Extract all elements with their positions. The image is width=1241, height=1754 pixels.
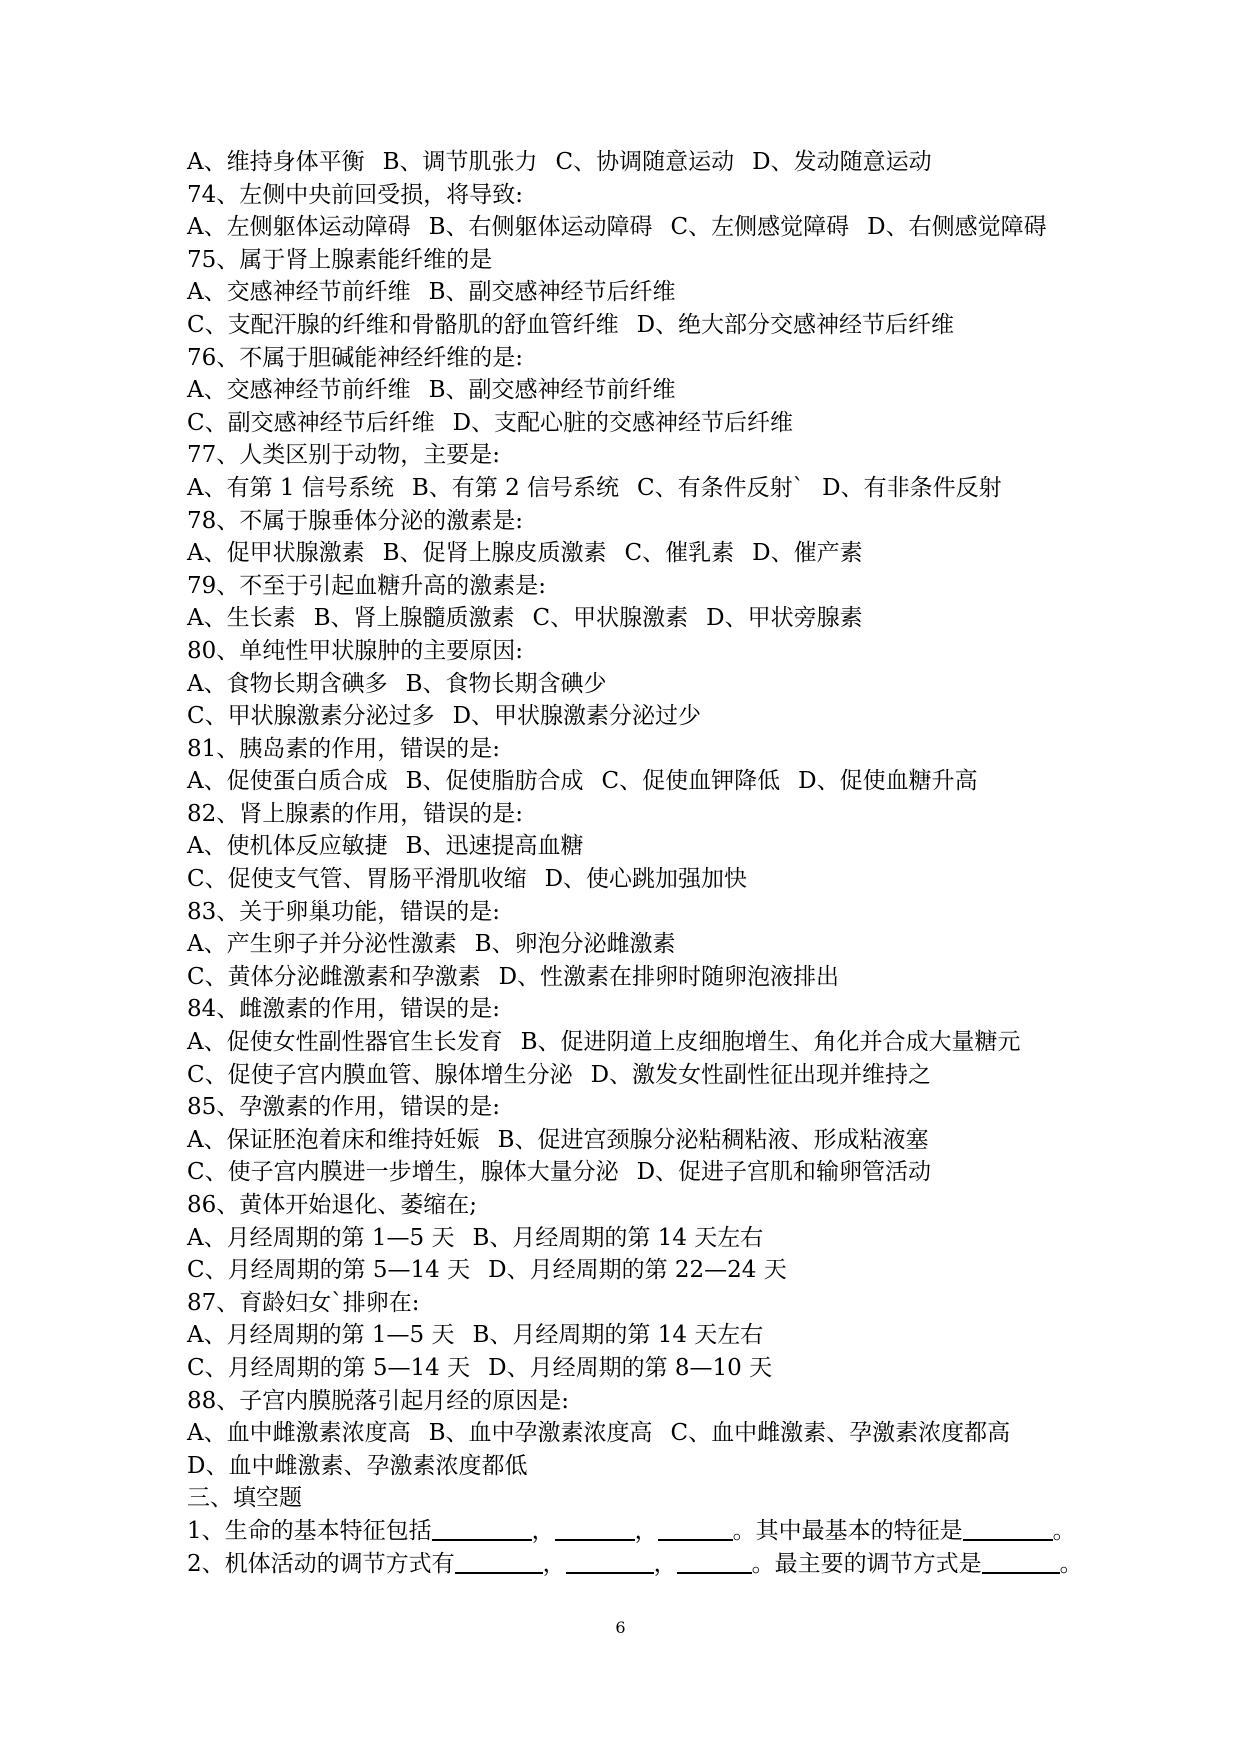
answer-option: A、促甲状腺激素 <box>187 540 365 567</box>
answer-option: D、绝大部分交感神经节后纤维 <box>636 311 955 338</box>
question-text: 81、胰岛素的作用，错误的是: <box>187 735 501 762</box>
question-line <box>187 244 1187 277</box>
answer-options-line <box>187 1026 1187 1059</box>
answer-option: A、促使女性副性器官生长发育 <box>187 1029 503 1056</box>
answer-options-line <box>187 863 1187 896</box>
question-line <box>187 505 1187 538</box>
question-text: 83、关于卵巢功能，错误的是: <box>187 898 501 925</box>
answer-option: A、左侧躯体运动障碍 <box>187 214 411 241</box>
answer-option: A、交感神经节前纤维 <box>187 279 411 306</box>
fill-in-text: ， <box>634 1517 658 1544</box>
answer-option: B、月经周期的第 14 天左右 <box>472 1322 764 1349</box>
answer-option: D、促使血糖升高 <box>798 768 978 795</box>
answer-option: A、保证胚泡着床和维持妊娠 <box>187 1126 480 1153</box>
section-heading <box>187 1482 1187 1515</box>
question-text: 80、单纯性甲状腺肿的主要原因: <box>187 637 524 664</box>
answer-option: C、血中雌激素、孕激素浓度都高 <box>670 1420 1011 1447</box>
answer-blank[interactable] <box>432 1517 532 1541</box>
document-page <box>187 146 1187 1580</box>
answer-options-line <box>187 407 1187 440</box>
answer-blank[interactable] <box>963 1517 1053 1541</box>
answer-option: D、促进子宫肌和输卵管活动 <box>636 1159 932 1186</box>
answer-option: A、生长素 <box>187 605 296 632</box>
answer-option: D、血中雌激素、孕激素浓度都低 <box>187 1452 528 1479</box>
answer-option: D、右侧感觉障碍 <box>867 214 1047 241</box>
answer-options-line <box>187 928 1187 961</box>
answer-option: A、维持身体平衡 <box>187 149 365 175</box>
answer-option: A、交感神经节前纤维 <box>187 377 411 404</box>
answer-option: C、协调随意运动 <box>555 149 735 175</box>
answer-option: B、副交感神经节前纤维 <box>428 377 676 404</box>
question-line <box>187 635 1187 668</box>
answer-option: A、血中雌激素浓度高 <box>187 1420 411 1447</box>
answer-option: B、右侧躯体运动障碍 <box>428 214 653 241</box>
answer-blank[interactable] <box>455 1550 543 1574</box>
answer-option: B、副交感神经节后纤维 <box>428 279 676 306</box>
fill-in-text: 。最主要的调节方式是 <box>751 1550 982 1577</box>
answer-option: B、食物长期含碘少 <box>405 670 607 697</box>
question-text: 76、不属于胆碱能神经纤维的是: <box>187 344 524 371</box>
answer-options-line <box>187 1352 1187 1385</box>
answer-option: C、左侧感觉障碍 <box>670 214 850 241</box>
answer-option: C、有条件反射` <box>637 474 805 501</box>
answer-options-line <box>187 1450 1187 1483</box>
section-title: 三、填空题 <box>187 1485 302 1512</box>
answer-option: B、肾上腺髓质激素 <box>313 605 515 632</box>
answer-option: D、月经周期的第 8—10 天 <box>488 1354 773 1381</box>
answer-option: B、促肾上腺皮质激素 <box>382 540 607 567</box>
fill-in-question <box>187 1515 1187 1548</box>
answer-option: B、血中孕激素浓度高 <box>428 1420 653 1447</box>
question-line <box>187 1189 1187 1222</box>
answer-option: D、甲状旁腺素 <box>706 605 863 632</box>
question-line <box>187 1091 1187 1124</box>
answer-options-line <box>187 765 1187 798</box>
question-text: 85、孕激素的作用，错误的是: <box>187 1094 501 1121</box>
question-line <box>187 993 1187 1026</box>
question-line <box>187 733 1187 766</box>
question-text: 77、人类区别于动物，主要是: <box>187 442 501 469</box>
answer-options-line <box>187 1319 1187 1352</box>
answer-option: C、催乳素 <box>624 540 735 567</box>
answer-options-line <box>187 1222 1187 1255</box>
fill-in-text: ， <box>653 1550 677 1577</box>
answer-options-line <box>187 309 1187 342</box>
answer-blank[interactable] <box>982 1550 1060 1574</box>
question-text: 78、不属于腺垂体分泌的激素是: <box>187 507 524 534</box>
answer-option: D、激发女性副性征出现并维持之 <box>590 1061 932 1088</box>
answer-options-line <box>187 537 1187 570</box>
answer-option: D、甲状腺激素分泌过少 <box>452 703 702 730</box>
question-text: 87、育龄妇女`排卵在: <box>187 1289 420 1316</box>
fill-in-text: ， <box>542 1550 566 1577</box>
page-number: 6 <box>615 1618 626 1637</box>
answer-option: A、使机体反应敏捷 <box>187 833 388 860</box>
answer-option: B、卵泡分泌雌激素 <box>474 931 676 958</box>
answer-options-line <box>187 146 1187 179</box>
question-text: 86、黄体开始退化、萎缩在; <box>187 1192 478 1218</box>
answer-option: A、月经周期的第 1—5 天 <box>187 1224 455 1251</box>
answer-blank[interactable] <box>555 1517 635 1541</box>
answer-options-line <box>187 830 1187 863</box>
answer-option: C、甲状腺激素 <box>532 605 689 632</box>
answer-option: C、促使支气管、胃肠平滑肌收缩 <box>187 866 527 893</box>
answer-options-line <box>187 1124 1187 1157</box>
answer-options-line <box>187 961 1187 994</box>
question-text: 79、不至于引起血糖升高的激素是: <box>187 572 547 599</box>
question-text: 84、雌激素的作用，错误的是: <box>187 996 501 1023</box>
answer-options-line <box>187 374 1187 407</box>
question-text: 74、左侧中央前回受损，将导致: <box>187 181 524 208</box>
answer-option: C、使子宫内膜进一步增生，腺体大量分泌 <box>187 1159 619 1186</box>
question-line <box>187 570 1187 603</box>
question-line <box>187 342 1187 375</box>
fill-in-question <box>187 1548 1187 1581</box>
answer-option: C、促使子宫内膜血管、腺体增生分泌 <box>187 1061 573 1088</box>
answer-options-line <box>187 211 1187 244</box>
answer-option: C、月经周期的第 5—14 天 <box>187 1354 471 1381</box>
answer-options-line <box>187 1059 1187 1092</box>
answer-options-line <box>187 472 1187 505</box>
answer-option: B、促使脂肪合成 <box>405 768 584 795</box>
answer-option: B、月经周期的第 14 天左右 <box>472 1224 764 1251</box>
answer-option: B、促进阴道上皮细胞增生、角化并合成大量糖元 <box>520 1029 1021 1056</box>
answer-options-line <box>187 1156 1187 1189</box>
fill-in-text: 。 <box>1059 1550 1083 1577</box>
answer-option: B、迅速提高血糖 <box>405 833 584 860</box>
answer-options-line <box>187 668 1187 701</box>
answer-options-line <box>187 602 1187 635</box>
answer-blank[interactable] <box>566 1550 654 1574</box>
answer-option: A、月经周期的第 1—5 天 <box>187 1322 455 1349</box>
answer-options-line <box>187 1254 1187 1287</box>
question-line <box>187 798 1187 831</box>
question-text: 75、属于肾上腺素能纤维的是 <box>187 246 493 273</box>
question-text: 88、子宫内膜脱落引起月经的原因是: <box>187 1387 570 1414</box>
question-line <box>187 896 1187 929</box>
answer-options-line <box>187 1417 1187 1450</box>
fill-in-text: ， <box>531 1517 555 1544</box>
fill-in-text: 。 <box>1052 1517 1076 1544</box>
answer-option: D、有非条件反射 <box>822 474 1002 501</box>
answer-option: D、使心跳加强加快 <box>544 866 748 893</box>
fill-in-text: 2、机体活动的调节方式有 <box>187 1550 455 1577</box>
answer-option: B、促进宫颈腺分泌粘稠粘液、形成粘液塞 <box>497 1126 929 1153</box>
answer-blank[interactable] <box>658 1517 733 1541</box>
answer-option: A、食物长期含碘多 <box>187 670 388 697</box>
question-line <box>187 179 1187 212</box>
answer-option: C、促使血钾降低 <box>601 768 781 795</box>
answer-option: A、促使蛋白质合成 <box>187 768 388 795</box>
answer-option: C、支配汗腺的纤维和骨骼肌的舒血管纤维 <box>187 311 619 338</box>
question-line <box>187 439 1187 472</box>
answer-option: D、催产素 <box>752 540 863 567</box>
answer-option: B、有第 2 信号系统 <box>411 474 620 501</box>
answer-option: C、甲状腺激素分泌过多 <box>187 703 435 730</box>
question-text: 82、肾上腺素的作用，错误的是: <box>187 800 524 827</box>
question-line <box>187 1385 1187 1418</box>
answer-option: B、调节肌张力 <box>382 149 538 175</box>
answer-option: D、月经周期的第 22—24 天 <box>488 1257 787 1284</box>
answer-option: A、产生卵子并分泌性激素 <box>187 931 457 958</box>
fill-in-text: 。其中最基本的特征是 <box>732 1517 963 1544</box>
answer-options-line <box>187 700 1187 733</box>
answer-blank[interactable] <box>677 1550 752 1574</box>
answer-option: C、月经周期的第 5—14 天 <box>187 1257 471 1284</box>
fill-in-text: 1、生命的基本特征包括 <box>187 1517 432 1544</box>
answer-option: D、性激素在排卵时随卵泡液排出 <box>498 963 840 990</box>
answer-option: D、发动随意运动 <box>752 149 932 175</box>
answer-option: D、支配心脏的交感神经节后纤维 <box>452 409 794 436</box>
question-line <box>187 1287 1187 1320</box>
answer-option: C、黄体分泌雌激素和孕激素 <box>187 963 481 990</box>
answer-option: C、副交感神经节后纤维 <box>187 409 435 436</box>
answer-option: A、有第 1 信号系统 <box>187 474 394 501</box>
answer-options-line <box>187 276 1187 309</box>
